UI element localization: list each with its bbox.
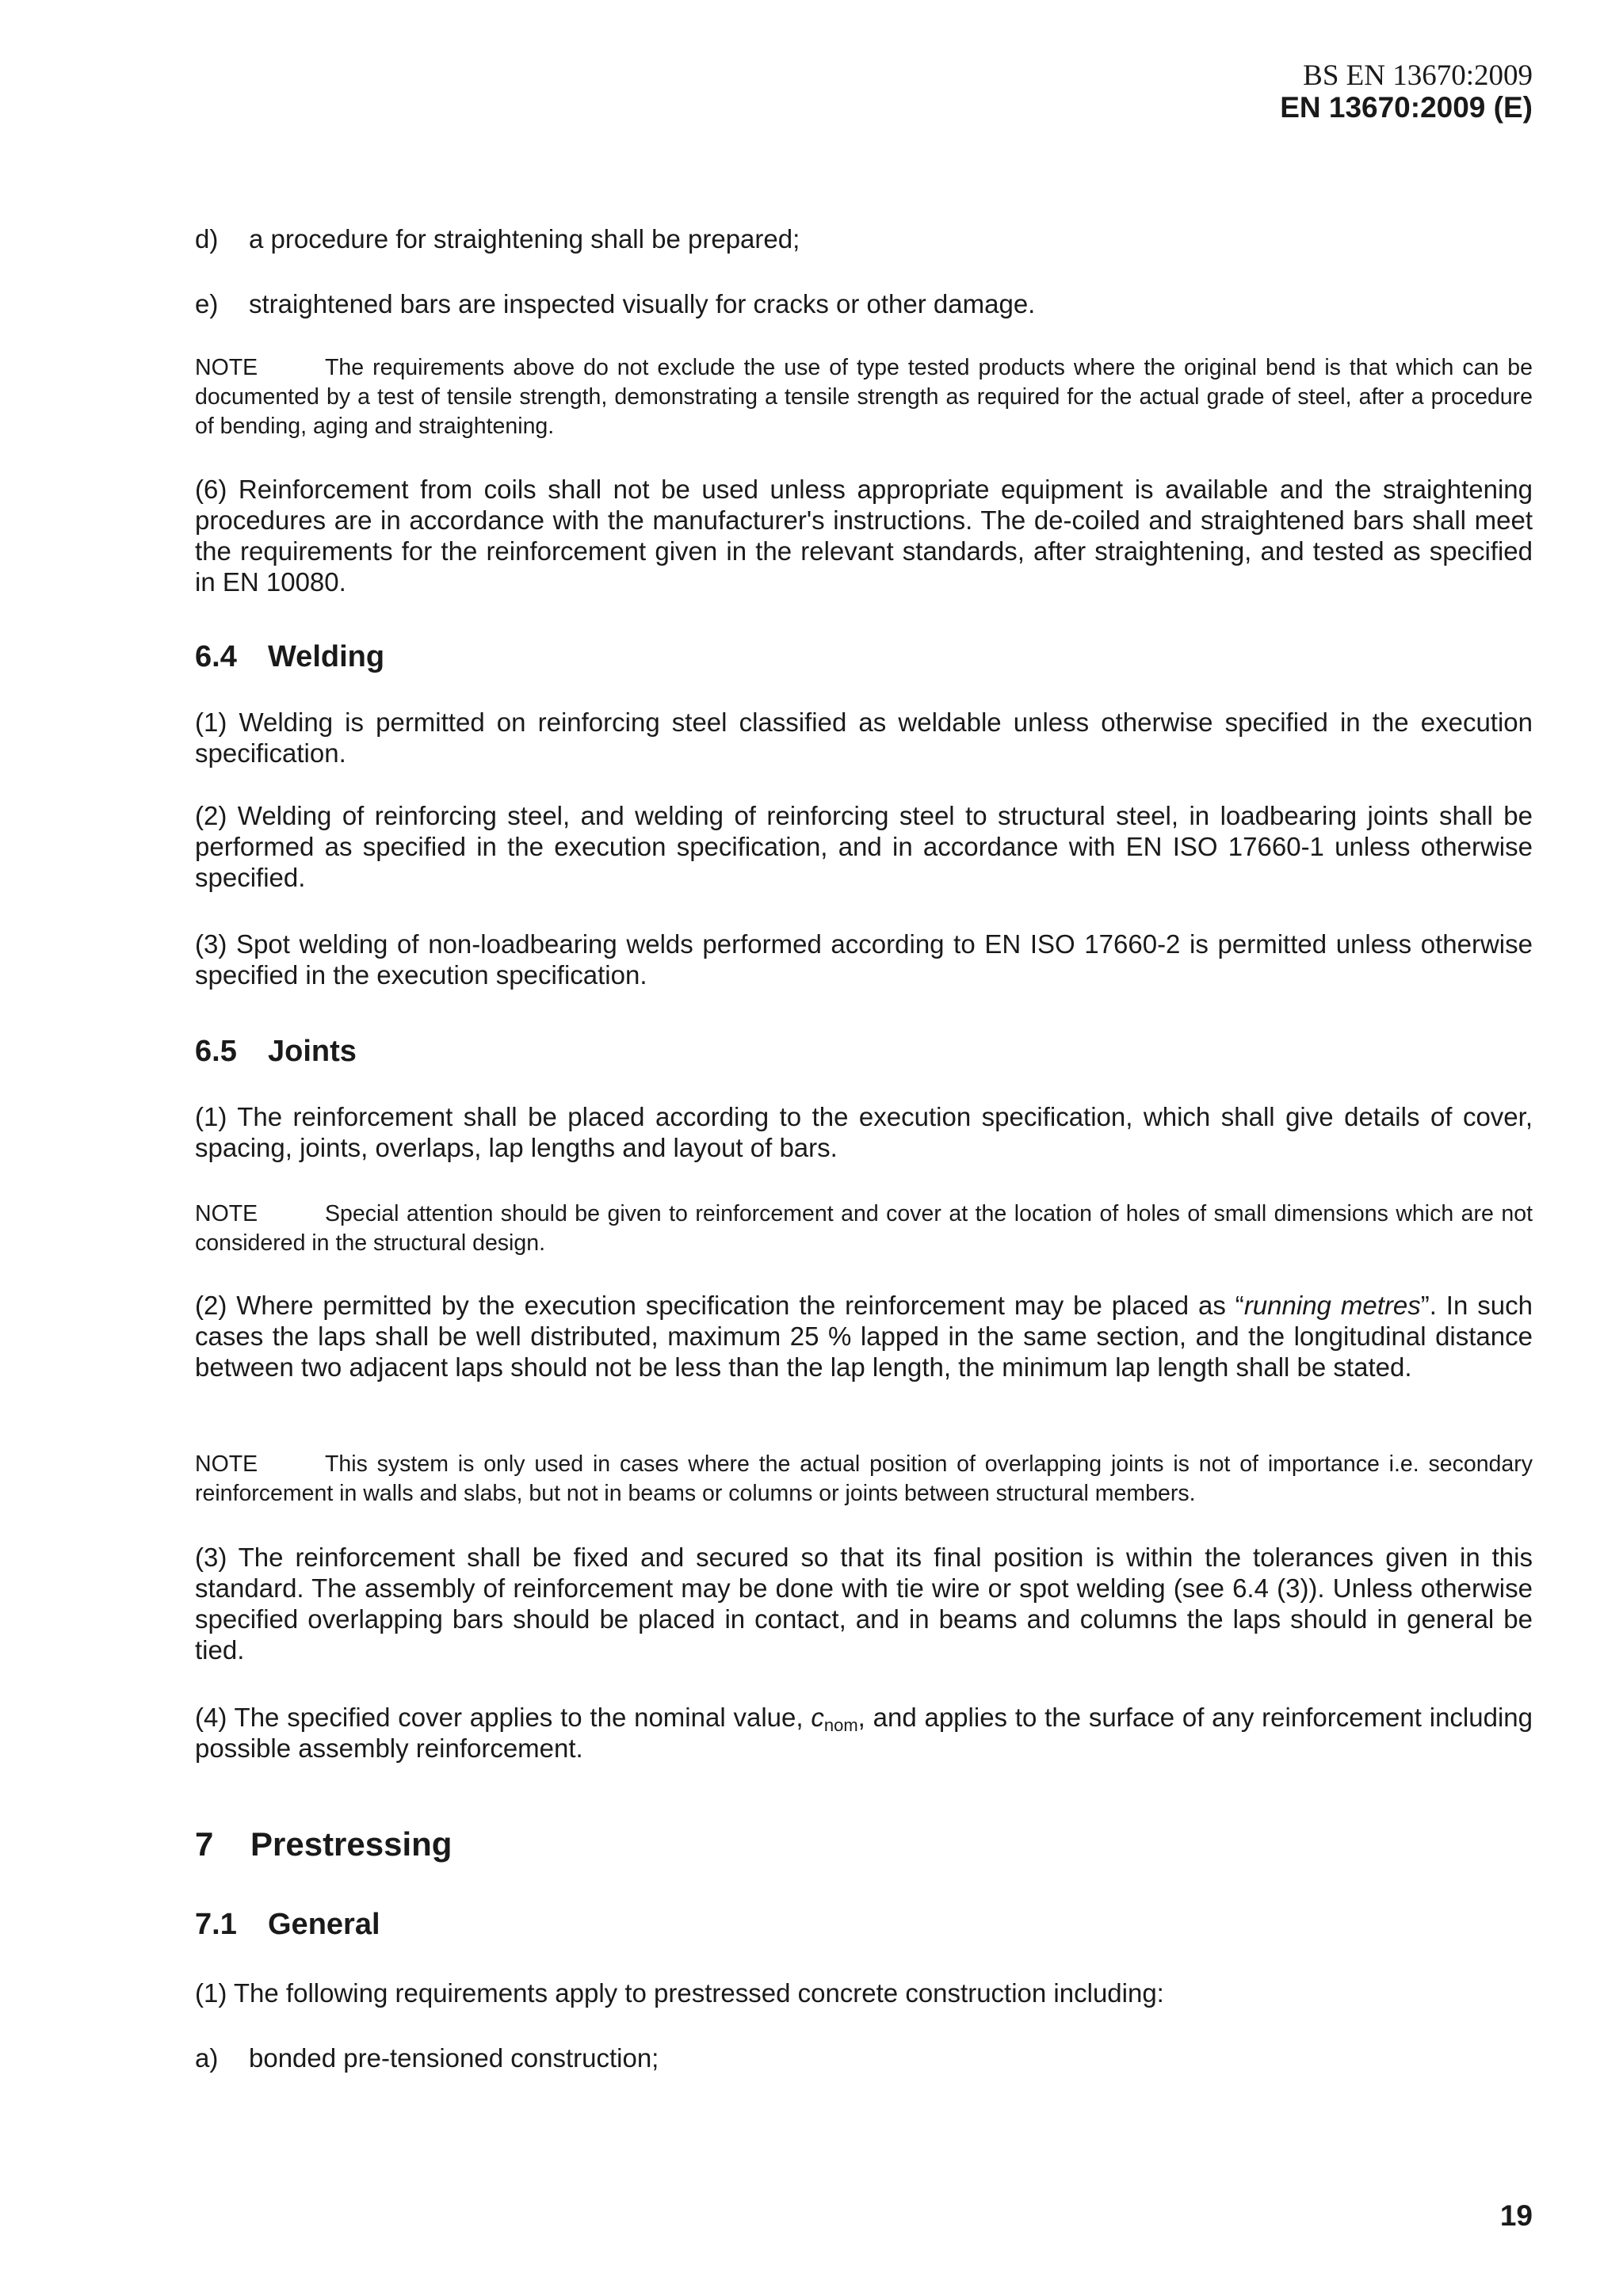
- paragraph-7-1-1: (1) The following requirements apply to prestressed concrete construction including:: [195, 1978, 1164, 2008]
- symbol-subscript: nom: [823, 1715, 858, 1735]
- list-item-e: [195, 288, 1533, 319]
- section-heading-6-4: [195, 640, 384, 674]
- page-number: 19: [1499, 2199, 1533, 2232]
- chapter-number: 7: [195, 1825, 214, 1863]
- list-item-a: [195, 2042, 1533, 2073]
- list-text: bonded pre-tensioned construction;: [249, 2043, 659, 2073]
- list-text: a procedure for straightening shall be prepared;: [249, 224, 800, 254]
- section-number: 6.5: [195, 1035, 237, 1068]
- symbol-c: c: [811, 1703, 824, 1732]
- section-title: Joints: [268, 1035, 357, 1068]
- text-run: , and applies to the surface of any reinforcement including possible assembly reinforcement.: [195, 1703, 1533, 1763]
- note-body: The requirements above do not exclude the use of type tested products where the original bend is that which can be documented by a test of tensile strength, demonstrating a tensile strength as required for the actual grade of steel, after a procedure of bending, aging and straightening.: [195, 355, 1533, 439]
- section-number: 6.4: [195, 640, 237, 673]
- paragraph-6-4-3: (3) Spot welding of non-loadbearing welds performed according to EN ISO 17660-2 is permitted unless otherwise specified in the execution specification.: [195, 929, 1533, 990]
- section-title: Welding: [268, 640, 385, 673]
- list-text: straightened bars are inspected visually for cracks or other damage.: [249, 289, 1036, 318]
- list-label: a): [195, 2043, 219, 2073]
- note-holes: [195, 1199, 1533, 1258]
- list-label: e): [195, 289, 219, 318]
- section-title: General: [268, 1908, 380, 1941]
- standard-code-header-en: EN 13670:2009 (E): [1280, 91, 1533, 124]
- paragraph-6-5-1: (1) The reinforcement shall be placed according to the execution specification, which shall give details of cover, spacing, joints, overlaps, lap lengths and layout of bars.: [195, 1102, 1533, 1162]
- section-number: 7.1: [195, 1908, 237, 1941]
- list-label: d): [195, 224, 219, 254]
- text-run: ”. In such cases the laps shall be well distributed, maximum 25 % lapped in the same section, and the longitudinal distance between two adjacent laps should not be less than the lap length, the minimum lap length shall be stated.: [195, 1291, 1533, 1382]
- note-keyword: NOTE: [195, 355, 258, 380]
- section-heading-7-1: [195, 1908, 380, 1942]
- standard-code-header: BS EN 13670:2009: [1303, 59, 1533, 92]
- chapter-heading-7: [195, 1825, 452, 1863]
- paragraph-6-5-3: (3) The reinforcement shall be fixed and secured so that its final position is within the tolerances given in this standard. The assembly of reinforcement may be done with tie wire or spot welding (see 6.4 (3)). Unless otherwise specified overlapping bars should be placed in contact, and in beams and columns the laps should in general be tied.: [195, 1543, 1533, 1665]
- text-run: (2) Where permitted by the execution specification the reinforcement may be placed as “: [195, 1291, 1244, 1320]
- italic-term: running metres: [1243, 1291, 1421, 1320]
- paragraph-6-5-4: [195, 1702, 1533, 1764]
- chapter-title: Prestressing: [250, 1825, 453, 1863]
- note-body: This system is only used in cases where the actual position of overlapping joints is not of importance i.e. secondary reinforcement in walls and slabs, but not in beams or columns or joints between structural members.: [195, 1451, 1533, 1506]
- note-straightening: [195, 353, 1533, 441]
- paragraph-6-4-1: (1) Welding is permitted on reinforcing steel classified as weldable unless otherwise specified in the execution specification.: [195, 707, 1533, 768]
- note-keyword: NOTE: [195, 1201, 258, 1226]
- section-heading-6-5: [195, 1035, 357, 1069]
- note-keyword: NOTE: [195, 1451, 258, 1477]
- paragraph-6-4-2: (2) Welding of reinforcing steel, and welding of reinforcing steel to structural steel, in loadbearing joints shall be performed as specified in the execution specification, and in accordance with EN ISO 17660-1 unless otherwise specified.: [195, 801, 1533, 892]
- note-running-metres: [195, 1450, 1533, 1508]
- paragraph-6-5-2: [195, 1290, 1533, 1383]
- text-run: (4) The specified cover applies to the nominal value,: [195, 1703, 812, 1732]
- list-item-d: [195, 223, 1533, 254]
- paragraph-6-coils: (6) Reinforcement from coils shall not be used unless appropriate equipment is available and the straightening procedures are in accordance with the manufacturer's instructions. The de-coiled and straightened bars shall meet the requirements for the reinforcement given in the relevant standards, after straightening, and tested as specified in EN 10080.: [195, 475, 1533, 597]
- note-body: Special attention should be given to reinforcement and cover at the location of holes of small dimensions which are not considered in the structural design.: [195, 1201, 1533, 1256]
